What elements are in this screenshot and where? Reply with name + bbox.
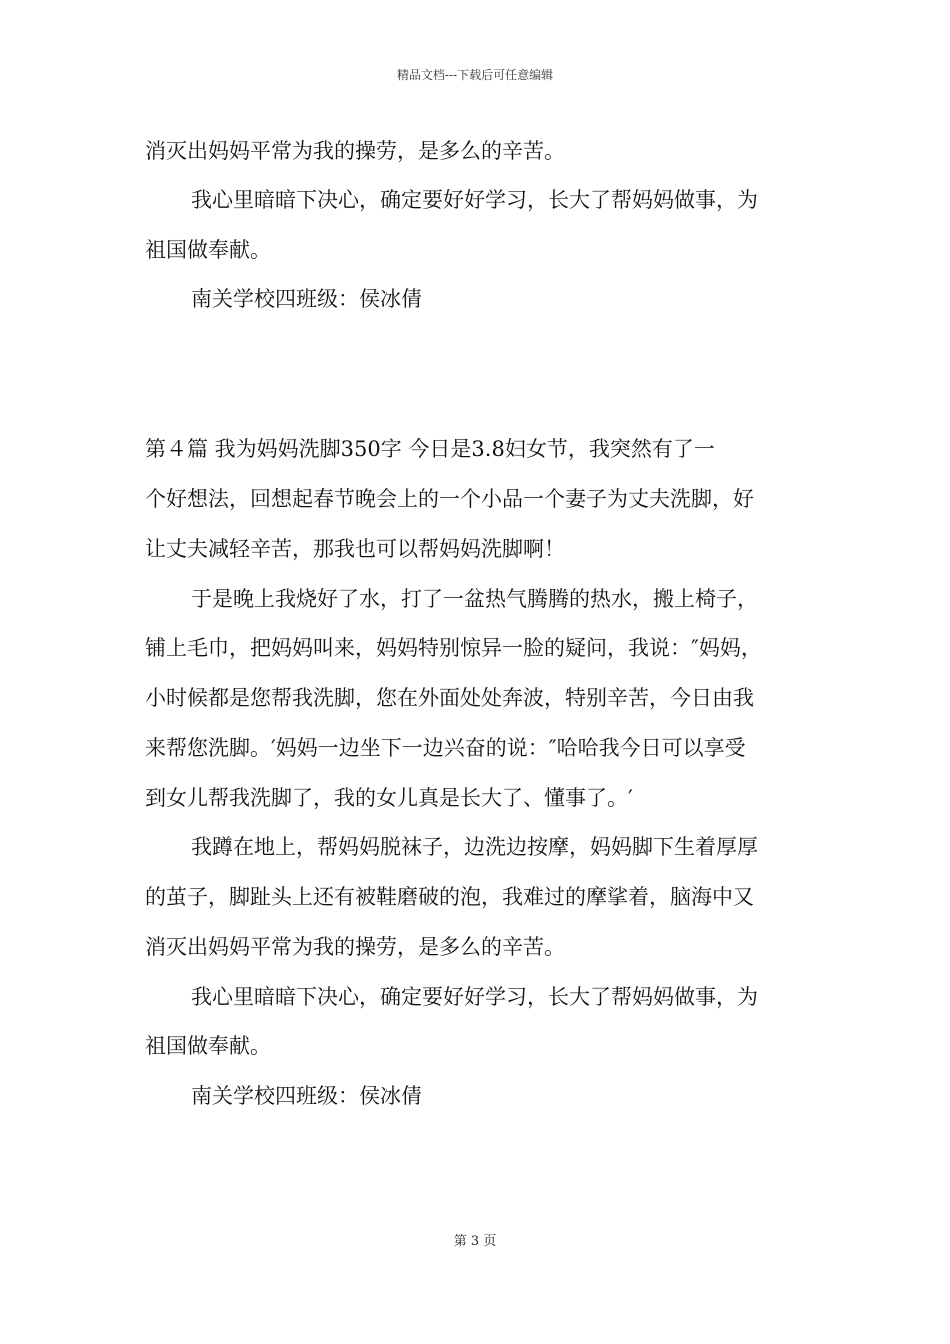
text-line: 我心里暗暗下决心，确定要好好学习，长大了帮妈妈做事，为	[191, 188, 758, 212]
text-line: 的茧子，脚趾头上还有被鞋磨破的泡，我难过的摩挲着，脑海中又	[145, 885, 754, 909]
text-line: 小时候都是您帮我洗脚，您在外面处处奔波，特别辛苦，今日由我	[145, 686, 754, 710]
text-line: 我蹲在地上，帮妈妈脱袜子，边洗边按摩，妈妈脚下生着厚厚	[191, 835, 758, 859]
text-line: 祖国做奉献。	[145, 1034, 271, 1058]
text-line: 让丈夫减轻辛苦，那我也可以帮妈妈洗脚啊！	[145, 537, 565, 561]
page-number: 第 3 页	[453, 1234, 497, 1249]
text-line: 个好想法，回想起春节晚会上的一个小品一个妻子为丈夫洗脚，好	[145, 487, 754, 511]
text-line: 消灭出妈妈平常为我的操劳，是多么的辛苦。	[145, 139, 565, 163]
text-line: 消灭出妈妈平常为我的操劳，是多么的辛苦。	[145, 935, 565, 959]
text-line: 来帮您洗脚。′妈妈一边坐下一边兴奋的说：″哈哈我今日可以享受	[145, 736, 746, 760]
text-line: 到女儿帮我洗脚了，我的女儿真是长大了、懂事了。′	[145, 786, 633, 810]
text-line: 南关学校四班级：侯冰倩	[191, 1084, 422, 1108]
text-line: 于是晚上我烧好了水，打了一盆热气腾腾的热水，搬上椅子，	[191, 587, 758, 611]
text-line: 我心里暗暗下决心，确定要好好学习，长大了帮妈妈做事，为	[191, 985, 758, 1009]
text-line: 祖国做奉献。	[145, 238, 271, 262]
text-line: 第４篇 我为妈妈洗脚350字 今日是3.8妇女节，我突然有了一	[145, 437, 715, 461]
page-header: 精品文档---下载后可任意编辑	[396, 68, 554, 82]
text-line: 铺上毛巾，把妈妈叫来，妈妈特别惊异一脸的疑问，我说：″妈妈，	[145, 636, 762, 660]
text-line: 南关学校四班级：侯冰倩	[191, 287, 422, 311]
